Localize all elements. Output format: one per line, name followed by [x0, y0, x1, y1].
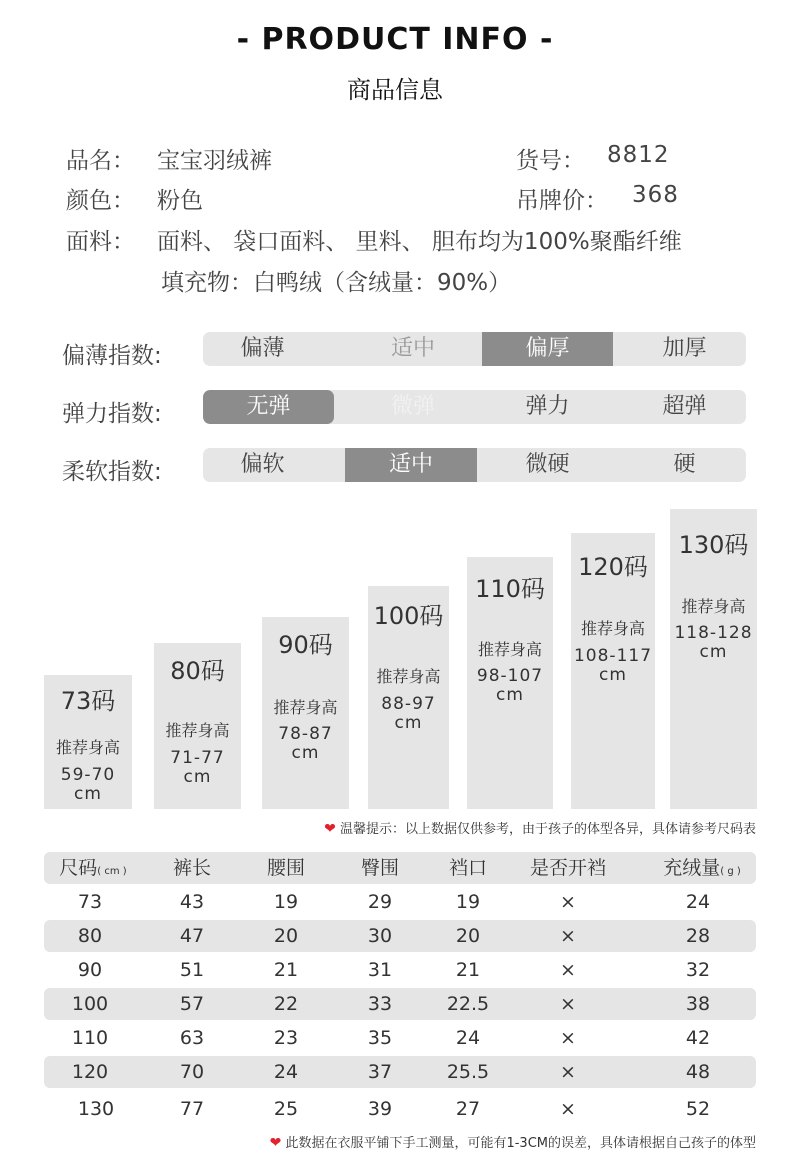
cell-hip: 33: [367, 993, 393, 1015]
cell-waist: 22: [273, 993, 299, 1015]
softness-option-hard: 硬: [673, 452, 696, 477]
size-code: 90码: [278, 631, 333, 659]
recommended-height-label: 推荐身高: [477, 640, 542, 659]
filling-value: 填充物：白鸭绒（含绒量：90%）: [161, 270, 512, 296]
table-row: [44, 1093, 756, 1125]
cell-length: 51: [179, 959, 205, 981]
heart-icon: ❤: [269, 1135, 282, 1151]
size-bar-90: [262, 617, 349, 809]
cell-hip: 30: [367, 925, 393, 947]
cell-size: 100: [71, 993, 109, 1015]
header-waist: 腰围: [266, 857, 306, 879]
sku-label: 货号：: [516, 148, 585, 174]
cell-waist: 21: [273, 959, 299, 981]
header-fill-weight: 充绒量( g ): [663, 857, 741, 879]
cell-length: 57: [179, 993, 205, 1015]
cell-waist: 20: [273, 925, 299, 947]
cell-fill-weight: 38: [685, 993, 711, 1015]
price-value: 368: [632, 182, 679, 208]
height-range: 118-128: [674, 623, 753, 643]
elasticity-option-super: 超弹: [662, 394, 707, 419]
cell-hip: 31: [367, 959, 393, 981]
size-bar-110: [467, 557, 553, 809]
size-bar-120: [571, 533, 655, 809]
cell-fill-weight: 28: [685, 925, 711, 947]
cell-size: 90: [77, 959, 103, 981]
cell-length: 70: [179, 1061, 205, 1083]
cell-waist: 19: [273, 891, 299, 913]
cell-fill-weight: 52: [685, 1098, 711, 1120]
cell-crotch: 20: [455, 925, 481, 947]
recommended-height-label: 推荐身高: [376, 667, 441, 686]
table-row: [44, 988, 756, 1020]
cell-open-crotch: ×: [560, 1098, 576, 1120]
cell-size: 110: [71, 1027, 109, 1049]
thickness-option-medium: 适中: [390, 336, 435, 361]
size-bar-130: [670, 509, 757, 809]
elasticity-option-slight: 微弹: [390, 394, 435, 419]
height-unit: cm: [291, 743, 320, 763]
thickness-index-label: 偏薄指数:: [62, 343, 162, 369]
footnote-text: 此数据在衣服平铺下手工测量，可能有1-3CM的误差，具体请根据自己孩子的体型: [285, 1136, 756, 1151]
cell-crotch: 27: [455, 1098, 481, 1120]
cell-waist: 25: [273, 1098, 299, 1120]
height-range: 78-87: [278, 724, 333, 744]
cell-waist: 23: [273, 1027, 299, 1049]
thickness-index-bar: [203, 332, 746, 366]
cell-open-crotch: ×: [560, 925, 576, 947]
cell-open-crotch: ×: [560, 1027, 576, 1049]
cell-size: 120: [71, 1061, 109, 1083]
height-unit: cm: [496, 685, 524, 705]
header-hip: 臀围: [360, 857, 400, 879]
cell-crotch: 25.5: [446, 1061, 490, 1083]
elasticity-index-label: 弹力指数:: [62, 401, 162, 427]
height-range: 98-107: [476, 666, 544, 686]
size-bar-80: [154, 643, 241, 809]
elasticity-index-bar: [203, 390, 746, 424]
height-range: 71-77: [170, 748, 225, 768]
table-row: [44, 1022, 756, 1054]
cell-hip: 29: [367, 891, 393, 913]
cell-open-crotch: ×: [560, 993, 576, 1015]
size-tip: [324, 818, 756, 837]
softness-index-bar: [203, 448, 746, 482]
recommended-height-label: 推荐身高: [273, 698, 338, 717]
size-tip-text: 温馨提示：以上数据仅供参考，由于孩子的体型各异，具体请参考尺码表: [339, 822, 756, 837]
size-code: 130码: [678, 531, 749, 559]
cell-open-crotch: ×: [560, 959, 576, 981]
thickness-option-thin: 偏薄: [240, 336, 285, 361]
cell-length: 63: [179, 1027, 205, 1049]
height-unit: cm: [394, 713, 423, 733]
height-unit: cm: [183, 767, 212, 787]
size-bar-73: [44, 675, 132, 809]
cell-open-crotch: ×: [560, 1061, 576, 1083]
header-open-crotch: 是否开裆: [529, 857, 607, 879]
header-crotch: 裆口: [448, 857, 488, 879]
cell-waist: 24: [273, 1061, 299, 1083]
cell-crotch: 22.5: [446, 993, 490, 1015]
height-unit: cm: [699, 642, 728, 662]
price-label: 吊牌价：: [516, 188, 608, 214]
size-code: 120码: [578, 553, 648, 581]
color-value: 粉色: [157, 188, 203, 214]
heart-icon: ❤: [324, 821, 336, 837]
color-label: 颜色：: [66, 188, 135, 214]
thickness-option-extra-thick: 加厚: [662, 336, 707, 361]
height-range: 59-70: [60, 765, 116, 785]
table-row: [44, 920, 756, 952]
recommended-height-label: 推荐身高: [55, 738, 120, 757]
size-code: 73码: [60, 687, 116, 715]
table-row: [44, 886, 756, 918]
recommended-height-label: 推荐身高: [580, 619, 645, 638]
sku-value: 8812: [607, 142, 670, 168]
height-range: 88-97: [381, 694, 436, 714]
thickness-option-thick-selected: 偏厚: [482, 332, 613, 366]
cell-length: 43: [179, 891, 205, 913]
softness-option-slightly-hard: 微硬: [525, 452, 570, 477]
cell-size: 73: [77, 891, 103, 913]
cell-length: 77: [179, 1098, 205, 1120]
cell-fill-weight: 24: [685, 891, 711, 913]
cell-open-crotch: ×: [560, 891, 576, 913]
height-unit: cm: [74, 784, 102, 804]
height-range: 108-117: [573, 646, 653, 666]
cell-length: 47: [179, 925, 205, 947]
table-header: [44, 852, 756, 884]
height-unit: cm: [599, 665, 627, 685]
cell-crotch: 24: [455, 1027, 481, 1049]
fabric-label: 面料：: [66, 229, 135, 255]
size-code: 80码: [170, 657, 225, 685]
size-bar-100: [368, 586, 449, 809]
cell-hip: 39: [367, 1098, 393, 1120]
fabric-value: 面料、 袋口面料、 里料、 胆布均为100%聚酯纤维: [157, 229, 682, 255]
softness-option-soft: 偏软: [240, 452, 285, 477]
table-row: [44, 1056, 756, 1088]
cell-size: 80: [77, 925, 103, 947]
recommended-height-label: 推荐身高: [681, 597, 746, 616]
name-label: 品名：: [66, 148, 135, 174]
cell-fill-weight: 32: [685, 959, 711, 981]
softness-option-medium-selected: 适中: [345, 448, 477, 482]
cell-hip: 37: [367, 1061, 393, 1083]
size-code: 110码: [475, 575, 545, 603]
elasticity-option-none-selected: 无弹: [203, 390, 334, 424]
table-row: [44, 954, 756, 986]
softness-index-label: 柔软指数:: [62, 459, 162, 485]
page-subtitle: 商品信息: [347, 76, 443, 104]
cell-fill-weight: 48: [685, 1061, 711, 1083]
name-value: 宝宝羽绒裤: [157, 148, 272, 174]
recommended-height-label: 推荐身高: [165, 721, 230, 740]
cell-fill-weight: 42: [685, 1027, 711, 1049]
cell-crotch: 19: [455, 891, 481, 913]
size-code: 100码: [373, 602, 444, 630]
header-size: 尺码( cm ): [59, 857, 127, 879]
cell-crotch: 21: [455, 959, 481, 981]
cell-size: 130: [77, 1098, 115, 1120]
header-length: 裤长: [172, 857, 212, 879]
page-title: - PRODUCT INFO -: [236, 22, 554, 57]
measurement-footnote: [270, 1132, 756, 1151]
elasticity-option-elastic: 弹力: [525, 394, 570, 419]
cell-hip: 35: [367, 1027, 393, 1049]
